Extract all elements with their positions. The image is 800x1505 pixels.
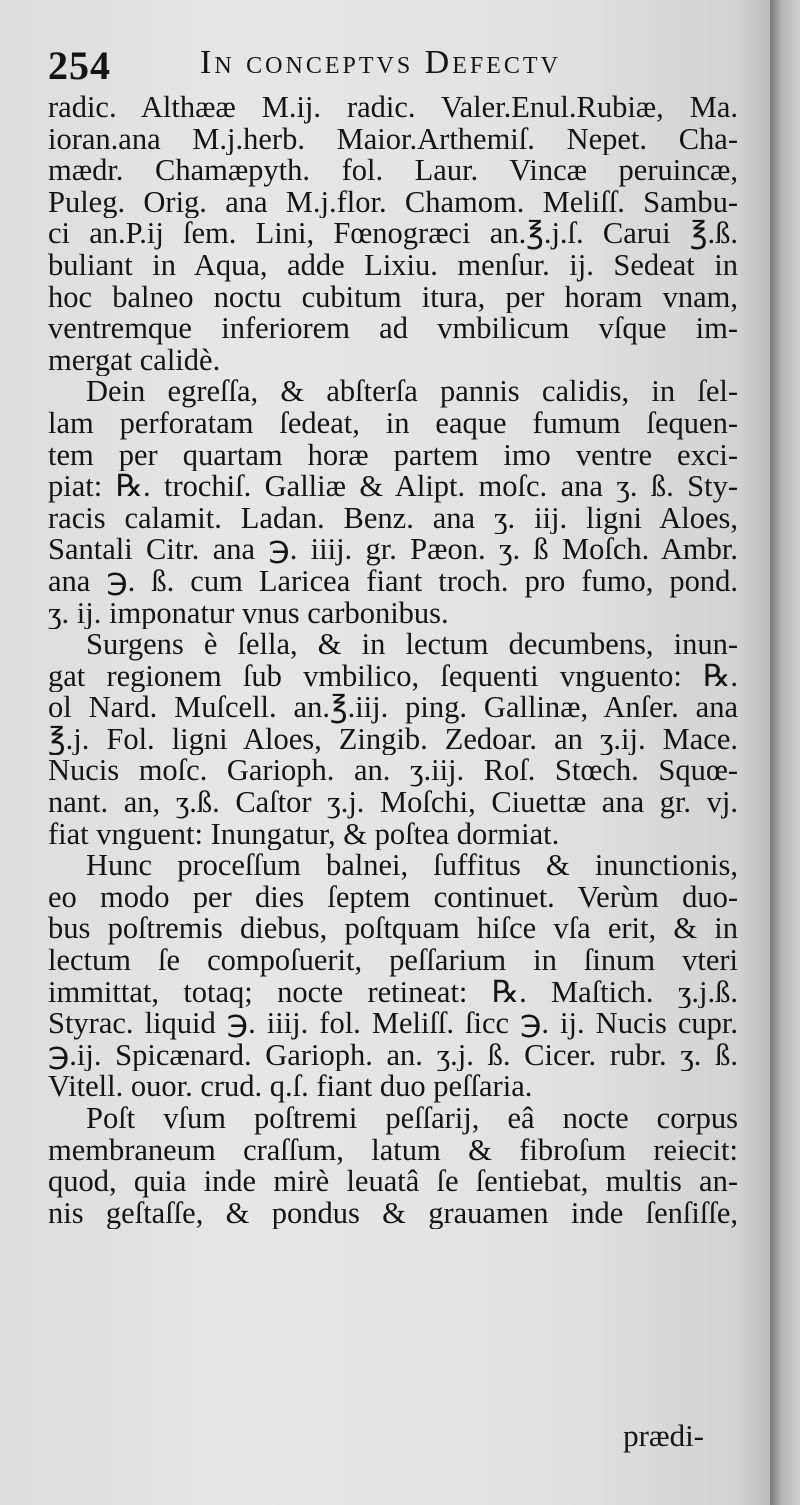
text-line: nis geſtaſſe, & pondus & grauamen inde ſenſiſſe, (48, 1197, 738, 1230)
text-line: ℈.ij. Spicænard. Garioph. an. ʒ.j. ß. Cicer. rubr. ʒ. ß. (48, 1039, 738, 1072)
paragraph-start-line: Poſt vſum poſtremi peſſarij, eâ nocte corpus (86, 1103, 738, 1135)
body-text (48, 92, 738, 1229)
text-line: buliant in Aqua, adde Lixiu. menſur. ij. Sedeat in (48, 249, 738, 282)
text-line: nant. an, ʒ.ß. Caſtor ʒ.j. Moſchi, Ciuettæ ana gr. vj. (48, 787, 738, 819)
text-line: ana ℈. ß. cum Laricea fiant troch. pro fumo, pond. (48, 565, 738, 598)
text-line: hoc balneo noctu cubitum itura, per horam vnam, (48, 281, 738, 314)
text-line: immittat, totaq; nocte retineat: ℞. Maſtich. ʒ.j.ß. (48, 976, 738, 1009)
text-line: tem per quartam horæ partem imo ventre exci- (48, 439, 738, 472)
text-line: bus poſtremis diebus, poſtquam hiſce vſa erit, & in (48, 913, 738, 946)
page-header (48, 38, 748, 88)
text-line: membraneum craſſum, latum & fibroſum reiecit: (48, 1134, 738, 1167)
text-line: gat regionem ſub vmbilico, ſequenti vnguento: ℞. (48, 660, 738, 693)
running-head: In conceptvs Defectv (200, 44, 561, 81)
text-line: ol Nard. Muſcell. an.℥.iij. ping. Gallinæ, Anſer. ana (48, 692, 738, 724)
text-line: Puleg. Orig. ana M.j.flor. Chamom. Meliſſ. Sambu- (48, 186, 738, 219)
text-line: piat: ℞. trochiſ. Galliæ & Alipt. moſc. ana ʒ. ß. Sty- (48, 471, 738, 503)
text-line: ioran.ana M.j.herb. Maior.Arthemiſ. Nepet. Cha- (48, 123, 738, 156)
text-line: mædr. Chamæpyth. fol. Laur. Vincæ peruincæ, (48, 155, 738, 187)
text-line: eo modo per dies ſeptem continuet. Verùm duo- (48, 881, 738, 914)
text-line: lectum ſe compoſuerit, peſſarium in ſinum vteri (48, 945, 738, 977)
page-gutter-shadow (770, 0, 800, 1505)
paragraph-start-line: Dein egreſſa, & abſterſa pannis calidis, in ſel- (86, 376, 738, 408)
text-line: radic. Althææ M.ij. radic. Valer.Enul.Rubiæ, Ma. (48, 92, 738, 124)
text-line: ʒ. ij. imponatur vnus carbonibus. (48, 597, 449, 630)
text-line: Vitell. ouor. crud. q.ſ. fiant duo peſſaria. (48, 1071, 533, 1103)
text-line: Nucis moſc. Garioph. an. ʒ.iij. Roſ. Stœch. Squœ- (48, 755, 738, 788)
text-line: Santali Citr. ana ℈. iiij. gr. Pæon. ʒ. ß Moſch. Ambr. (48, 534, 738, 566)
text-line: quod, quia inde mirè leuatâ ſe ſentiebat, multis an- (48, 1166, 738, 1198)
text-line: ci an.P.ij ſem. Lini, Fœnogræci an.℥.j.ſ. Carui ℥.ß. (48, 218, 738, 250)
paragraph-start-line: Surgens è ſella, & in lectum decumbens, inun- (86, 629, 738, 661)
page-number: 254 (48, 43, 111, 88)
text-line: mergat calidè. (48, 344, 221, 377)
text-line: lam perforatam ſedeat, in eaque fumum ſequen- (48, 407, 738, 440)
text-line: fiat vnguent: Inungatur, & poſtea dormiat. (48, 818, 560, 851)
catchword: prædi- (623, 1418, 704, 1453)
paragraph-start-line: Hunc proceſſum balnei, ſuffitus & inunctionis, (86, 850, 738, 882)
text-line: racis calamit. Ladan. Benz. ana ʒ. iij. ligni Aloes, (48, 502, 738, 535)
text-line: ℥.j. Fol. ligni Aloes, Zingib. Zedoar. an ʒ.ij. Mace. (48, 723, 738, 756)
text-line: ventremque inferiorem ad vmbilicum vſque im- (48, 313, 738, 345)
text-line: Styrac. liquid ℈. iiij. fol. Meliſſ. ſicc ℈. ij. Nucis cupr. (48, 1008, 738, 1040)
